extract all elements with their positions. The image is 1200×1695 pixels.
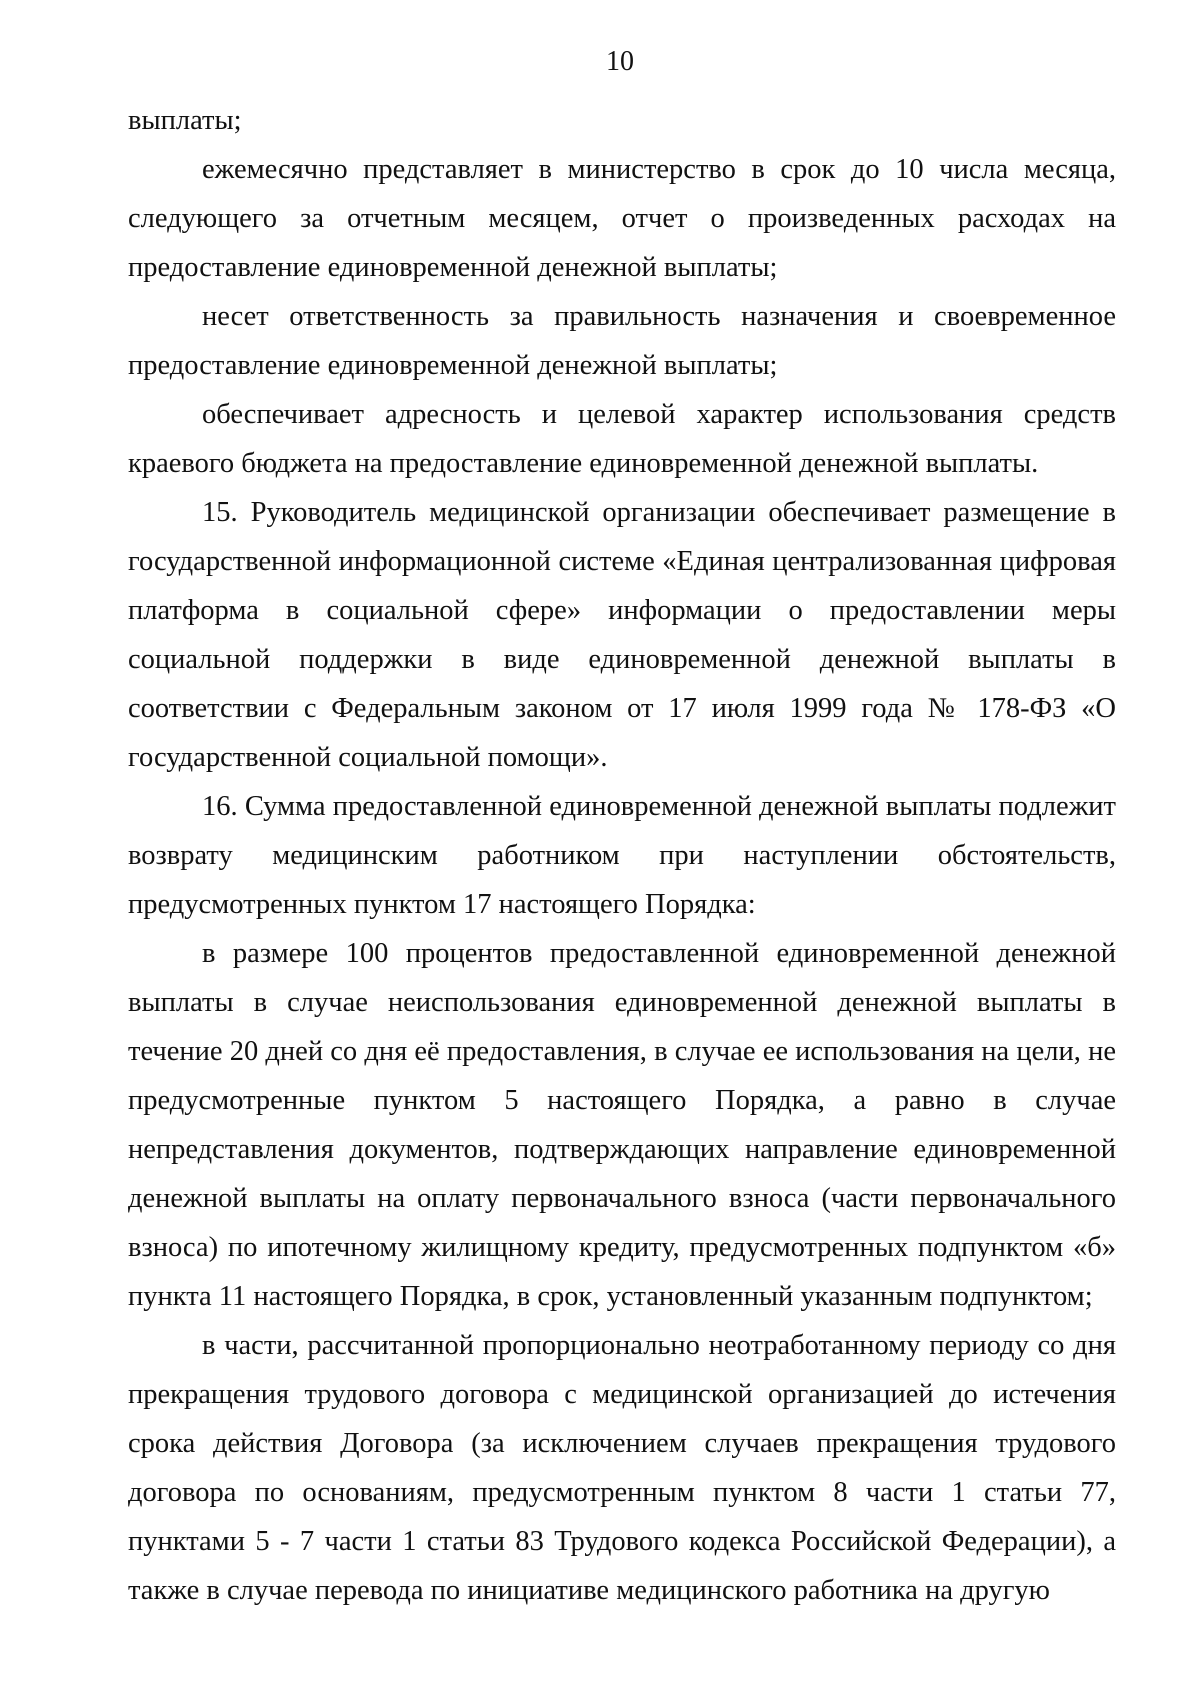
paragraph-monthly-report: ежемесячно представляет в министерство в срок до 10 числа месяца, следующего за отчетным месяцем, отчет о произведенных расходах на предоставление единовременной денежной выплаты;	[128, 154, 1116, 283]
paragraph-continuation: выплаты;	[128, 105, 242, 136]
page-number: 10	[606, 46, 634, 77]
paragraph-targeted-use: обеспечивает адресность и целевой характер использования средств краевого бюджета на предоставление единовременной денежной выплаты.	[128, 399, 1116, 479]
paragraph-responsibility: несет ответственность за правильность назначения и своевременное предоставление единовременной денежной выплаты;	[128, 301, 1116, 381]
paragraph-partial-refund: в части, рассчитанной пропорционально неотработанному периоду со дня прекращения трудового договора с медицинской организацией до истечения срока действия Договора (за исключением случаев прекращения трудового договора по основаниям, предусмотренным пунктом 8 части 1 статьи 77, пунктами 5 - 7 части 1 статьи 83 Трудового кодекса Российской Федерации), а также в случае перевода по инициативе медицинского работника на другую	[128, 1330, 1116, 1606]
paragraph-item-15: 15. Руководитель медицинской организации обеспечивает размещение в государственной информационной системе «Единая централизованная цифровая платформа в социальной сфере» информации о предоставлении меры социальной поддержки в виде единовременной денежной выплаты в соответствии с Федеральным законом от 17 июля 1999 года № 178-ФЗ «О государственной социальной помощи».	[128, 497, 1116, 773]
paragraph-item-16: 16. Сумма предоставленной единовременной денежной выплаты подлежит возврату медицинским работником при наступлении обстоятельств, предусмотренных пунктом 17 настоящего Порядка:	[128, 791, 1116, 920]
document-body	[128, 96, 1116, 1615]
paragraph-full-refund: в размере 100 процентов предоставленной единовременной денежной выплаты в случае неиспользования единовременной денежной выплаты в течение 20 дней со дня её предоставления, в случае ее использования на цели, не предусмотренные пунктом 5 настоящего Порядка, а равно в случае непредставления документов, подтверждающих направление единовременной денежной выплаты на оплату первоначального взноса (части первоначального взноса) по ипотечному жилищному кредиту, предусмотренных подпунктом «б» пункта 11 настоящего Порядка, в срок, установленный указанным подпунктом;	[128, 938, 1116, 1312]
